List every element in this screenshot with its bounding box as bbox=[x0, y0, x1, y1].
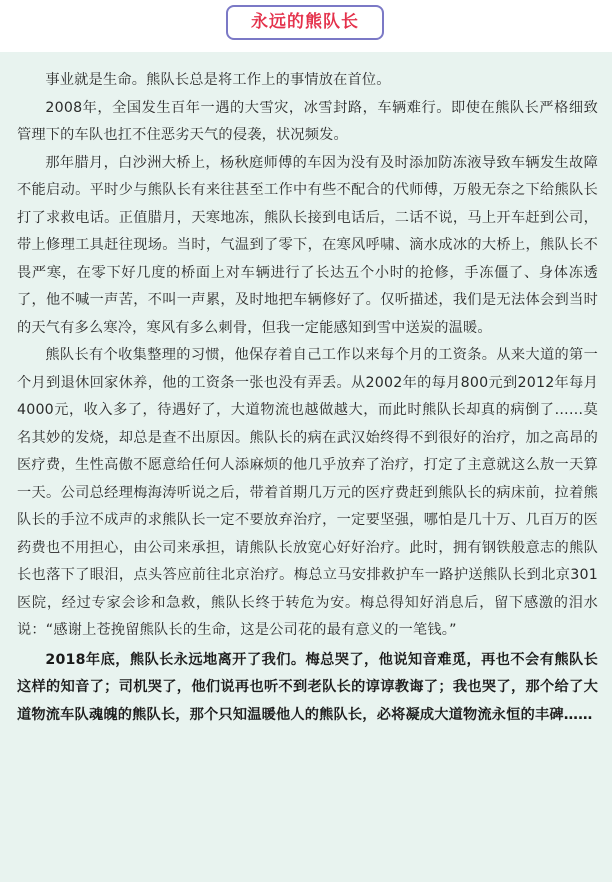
closing-paragraph: 2018年底，熊队长永远地离开了我们。梅总哭了，他说知音难觅，再也不会有熊队长这样的知音了；司机哭了，他们说再也听不到老队长的谆谆教诲了；我也哭了，那个给了大道物流车队魂魄的熊队长，那个只知温暖他人的熊队长，必将凝成大道物流永恒的丰碑…… bbox=[17, 651, 598, 723]
paragraph-1: 事业就是生命。熊队长总是将工作上的事情放在首位。 bbox=[45, 72, 391, 88]
paragraph-3: 那年腊月，白沙洲大桥上，杨秋庭师傅的车因为没有及时添加防冻液导致车辆发生故障不能启动。平时少与熊队长有来往甚至工作中有些不配合的代师傅，万般无奈之下给熊队长打了求救电话。正值腊月，天寒地冻，熊队长接到电话后，二话不说，马上开车赶到公司，带上修理工具赶往现场。当时，气温到了零下，在寒风呼啸、滴水成冰的大桥上，熊队长不畏严寒，在零下好几度的桥面上对车辆进行了长达五个小时的抢修，手冻僵了、身体冻透了，他不喊一声苦，不叫一声累，及时地把车辆修好了。仅听描述，我们是无法体会到当时的天气有多么寒冷，寒风有多么刺骨，但我一定能感知到雪中送炭的温暖。 bbox=[17, 154, 598, 336]
article-body bbox=[0, 52, 612, 882]
article-title: 永远的熊队长 bbox=[226, 5, 384, 40]
title-area bbox=[0, 0, 612, 52]
paragraph-2: 2008年，全国发生百年一遇的大雪灾，冰雪封路，车辆难行。即使在熊队长严格细致管理下的车队也扛不住恶劣天气的侵袭，状况频发。 bbox=[17, 99, 598, 143]
paragraph-4: 熊队长有个收集整理的习惯，他保存着自己工作以来每个月的工资条。从来大道的第一个月到退休回家休养，他的工资条一张也没有弄丢。从2002年的每月800元到2012年每月4000元，收入多了，待遇好了，大道物流也越做越大，而此时熊队长却真的病倒了……莫名其妙的发烧，却总是查不出原因。熊队长的病在武汉始终得不到很好的治疗，加之高昂的医疗费，生性高傲不愿意给任何人添麻烦的他几乎放弃了治疗，打定了主意就这么敖一天算一天。公司总经理梅海涛听说之后，带着首期几万元的医疗费赶到熊队长的病床前，拉着熊队长的手泣不成声的求熊队长一定不要放弃治疗，一定要坚强，哪怕是几十万、几百万的医药费也不用担心，由公司来承担，请熊队长放宽心好好治疗。此时，拥有钢铁般意志的熊队长也落下了眼泪，点头答应前往北京治疗。梅总立马安排救护车一路护送熊队长到北京301医院，经过专家会诊和急救，熊队长终于转危为安。梅总得知好消息后，留下感激的泪水说：“感谢上苍挽留熊队长的生命，这是公司花的最有意义的一笔钱。” bbox=[17, 347, 598, 638]
